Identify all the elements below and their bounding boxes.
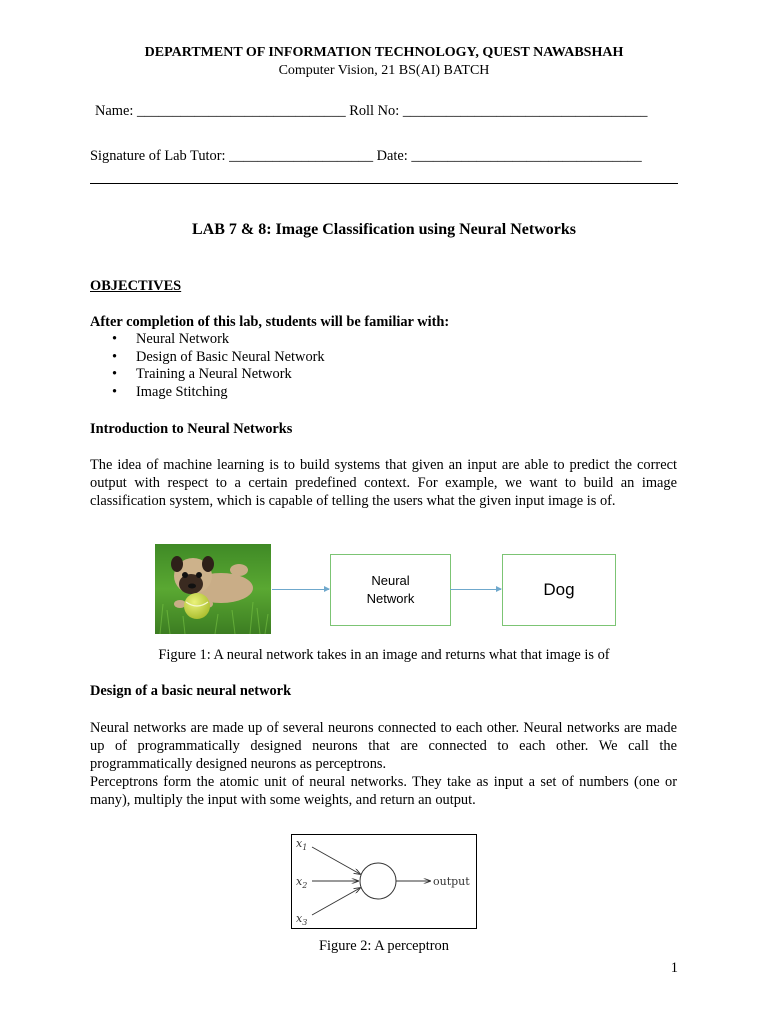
roll-label: Roll No: (349, 103, 400, 119)
course-subheading: Computer Vision, 21 BS(AI) BATCH (278, 63, 490, 78)
objectives-heading: OBJECTIVES (90, 278, 182, 294)
arrow-image-to-network (272, 589, 329, 590)
bullet-icon: • (112, 331, 118, 347)
arrow-network-to-output (450, 589, 501, 590)
x1-label: $x_1$ (296, 837, 308, 852)
list-item-text: Neural Network (136, 331, 230, 347)
objectives-list (90, 331, 325, 402)
date-blank: ________________________________ (411, 148, 642, 164)
design-heading: Design of a basic neural network (90, 683, 292, 699)
figure1-caption: Figure 1: A neural network takes in an image and returns what that image is of (158, 647, 610, 663)
header-divider (90, 183, 678, 184)
input-edge-1 (312, 847, 360, 874)
design-paragraphs (90, 719, 677, 809)
neural-network-box-line2: Network (366, 591, 415, 606)
name-blank: _____________________________ (136, 103, 346, 119)
name-label: Name: (95, 103, 134, 119)
list-item-text: Design of Basic Neural Network (136, 348, 325, 365)
department-heading: DEPARTMENT OF INFORMATION TECHNOLOGY, QUEST NAWABSHAH (144, 45, 624, 60)
signature-date-line (90, 148, 690, 165)
neural-network-box (330, 554, 451, 626)
dog-photo (155, 544, 271, 634)
list-item (90, 331, 325, 349)
x3-label: $x_3$ (296, 912, 308, 927)
list-item (90, 349, 325, 367)
input-edge-3 (312, 888, 360, 915)
signature-label: Signature of Lab Tutor: (90, 148, 226, 164)
neuron-node (360, 863, 396, 899)
signature-blank: ____________________ (229, 148, 374, 164)
list-item (90, 366, 325, 384)
objectives-intro: After completion of this lab, students will be familiar with: (90, 314, 450, 330)
perceptron-diagram (291, 834, 477, 929)
page-number: 1 (670, 960, 678, 976)
bullet-icon: • (112, 348, 118, 365)
list-item (90, 384, 325, 402)
x2-label: $x_2$ (296, 875, 308, 890)
intro-heading: Introduction to Neural Networks (90, 421, 293, 437)
bullet-icon: • (112, 366, 118, 383)
name-roll-line (95, 103, 695, 120)
list-item-text: Image Stitching (136, 384, 228, 401)
lab-title: LAB 7 & 8: Image Classification using Neural Networks (192, 221, 576, 238)
neural-network-box-line1: Neural (371, 573, 410, 588)
date-label: Date: (376, 148, 408, 164)
design-paragraph-2: Perceptrons form the atomic unit of neural networks. They take as input a set of numbers (one or many), multiply the input with some weights, and return an output. (90, 774, 677, 808)
roll-blank: __________________________________ (402, 103, 648, 119)
intro-paragraph: The idea of machine learning is to build systems that given an input are able to predict the correct output with respect to a certain predefined context. For example, we want to build an image classification system, which is capable of telling the users what the given input image is of. (90, 457, 677, 509)
design-paragraph-1: Neural networks are made up of several neurons connected to each other. Neural networks are made up of programmatically designed neurons that are connected to each other. We call the programmatically designed neurons as perceptrons. (90, 720, 677, 772)
figure2-caption: Figure 2: A perceptron (319, 938, 449, 954)
bullet-icon: • (112, 384, 118, 401)
output-label: output (433, 875, 470, 888)
list-item-text: Training a Neural Network (136, 366, 292, 383)
dog-output-box: Dog (502, 554, 616, 626)
